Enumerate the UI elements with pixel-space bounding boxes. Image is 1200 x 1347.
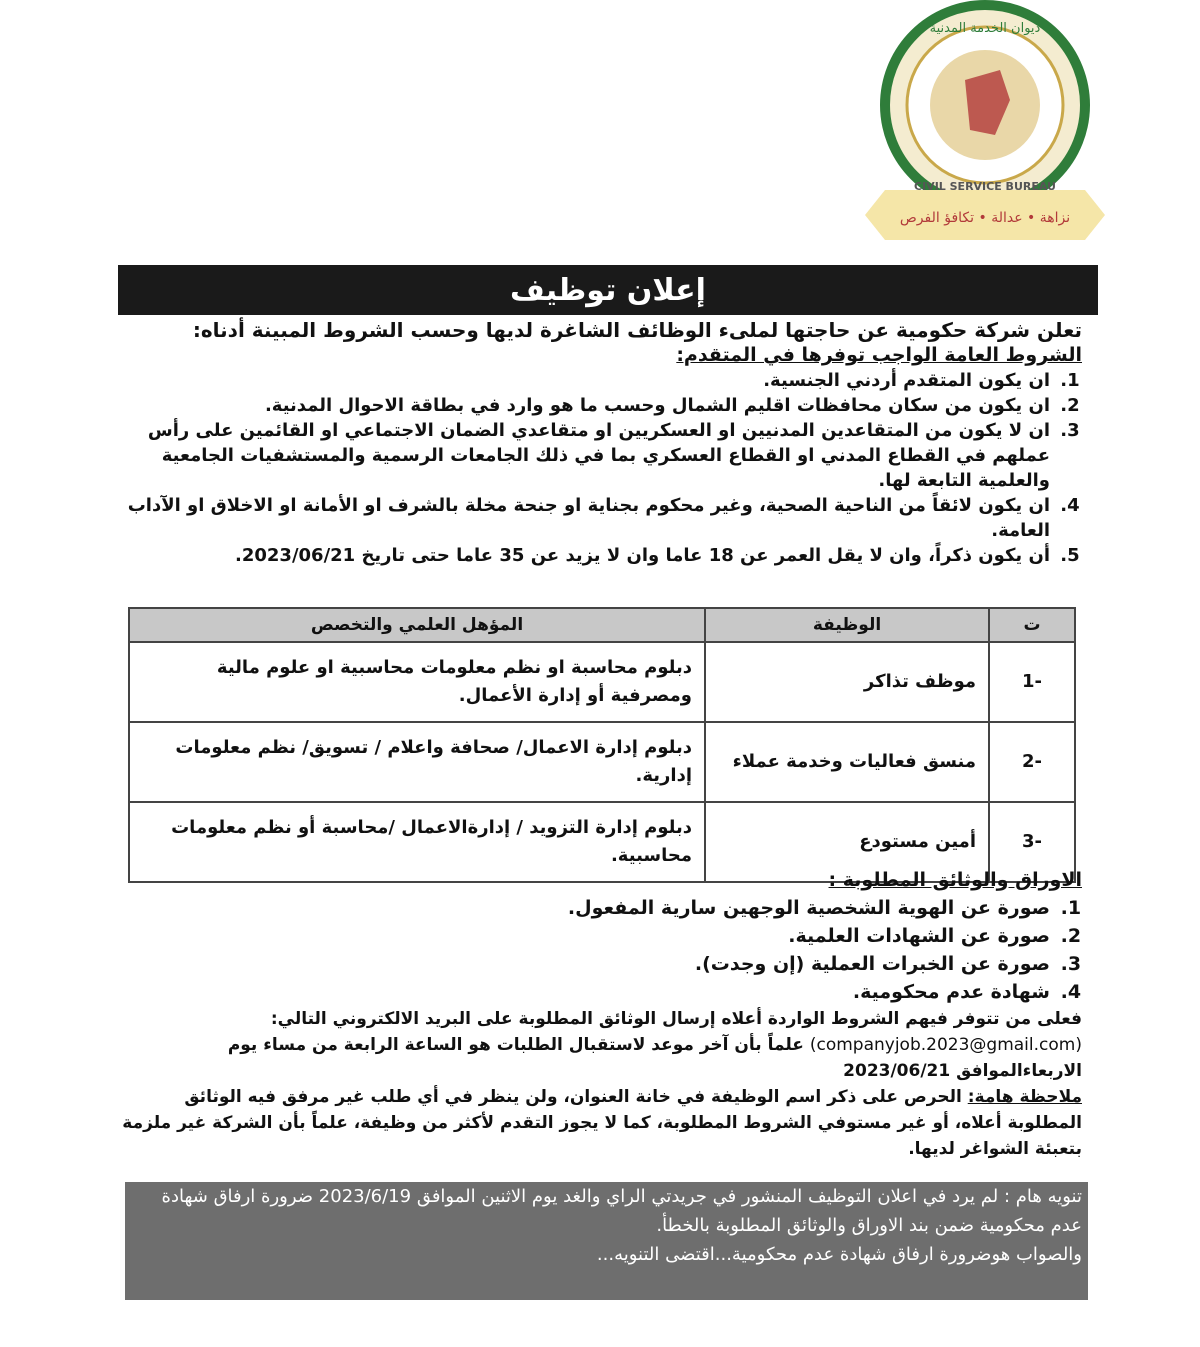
intro-text: تعلن شركة حكومية عن حاجتها لملىء الوظائف الشاغرة لديها وحسب الشروط المبينة أدناه:	[192, 318, 1082, 342]
note-label: ملاحظة هامة:	[967, 1087, 1082, 1107]
cell-job: أمين مستودع	[705, 802, 989, 882]
list-item: 3. ان لا يكون من المتقاعدين المدنيين او العسكريين او متقاعدي الضمان الاجتماعي او القائمين على رأس عملهم في القطاع المدني او القطاع العسكري بما في ذلك الجامعات الرسمية والمستشفيات الجامعية والعلمية التابعة لها.	[120, 418, 1054, 493]
cell-qualification: دبلوم محاسبة او نظم معلومات محاسبية او علوم مالية ومصرفية أو إدارة الأعمال.	[129, 642, 705, 722]
list-item: 4. شهادة عدم محكومية.	[120, 978, 1054, 1006]
page-title: إعلان توظيف	[118, 265, 1098, 315]
header-number: ت	[989, 608, 1075, 642]
cell-job: موظف تذاكر	[705, 642, 989, 722]
table-row	[129, 642, 1075, 722]
cell-job: منسق فعاليات وخدمة عملاء	[705, 722, 989, 802]
svg-text:ديوان الخدمة المدنية: ديوان الخدمة المدنية	[929, 21, 1041, 36]
documents-section	[120, 866, 1082, 1162]
conditions-section	[120, 318, 1082, 568]
cell-number: -1	[989, 642, 1075, 722]
cell-qualification: دبلوم إدارة التزويد / إدارةالاعمال /محاسبة أو نظم معلومات محاسبية.	[129, 802, 705, 882]
conditions-list	[120, 368, 1082, 568]
cell-number: -2	[989, 722, 1075, 802]
email-link[interactable]: (companyjob.2023@gmail.com)	[809, 1035, 1082, 1055]
list-item: 4. ان يكون لائقاً من الناحية الصحية، وغير محكوم بجناية او جنحة مخلة بالشرف او الأمانة او الاخلاق او الآداب العامة.	[120, 493, 1054, 543]
deadline-text: علماً بأن آخر موعد لاستقبال الطلبات هو الساعة الرابعة من مساء يوم الاربعاءالموافق 2023/06/21	[227, 1035, 1082, 1081]
documents-list	[120, 894, 1082, 1006]
svg-text:CIVIL SERVICE BUREAU: CIVIL SERVICE BUREAU	[914, 180, 1056, 193]
documents-heading: الاوراق والوثائق المطلوبة :	[828, 869, 1082, 891]
cell-number: -3	[989, 802, 1075, 882]
notice-line-2: والصواب هوضرورة ارفاق شهادة عدم محكومية...اقتضى التنويه...	[596, 1244, 1082, 1265]
notice-line-1: تنويه هام : لم يرد في اعلان التوظيف المنشور في جريدتي الراي والغد يوم الاثنين الموافق 2023/6/19 ضرورة ارفاق شهادة عدم محكومية ضمن بند الاوراق والوثائق المطلوبة بالخطأ.	[161, 1186, 1082, 1236]
list-item: 2. ان يكون من سكان محافظات اقليم الشمال وحسب ما هو وارد في بطاقة الاحوال المدنية.	[120, 393, 1054, 418]
table-row	[129, 722, 1075, 802]
apply-text: فعلى من تتوفر فيهم الشروط الواردة أعلاه إرسال الوثائق المطلوبة على البريد الالكتروني التالي:	[270, 1009, 1082, 1029]
civil-service-bureau-seal	[835, 0, 1115, 250]
jobs-table	[128, 607, 1076, 883]
note-text: الحرص على ذكر اسم الوظيفة في خانة العنوان، ولن ينظر في أي طلب غير مرفق فيه الوثائق المطلوبة أعلاه، أو غير مستوفي الشروط المطلوبة، كما لا يجوز التقدم لأكثر من وظيفة، علماً بأن الشركة غير ملزمة بتعبئة الشواغر لديها.	[122, 1087, 1082, 1159]
conditions-heading: الشروط العامة الواجب توفرها في المتقدم:	[676, 344, 1082, 366]
list-item: 1. ان يكون المتقدم أردني الجنسية.	[120, 368, 1054, 393]
cell-qualification: دبلوم إدارة الاعمال/ صحافة واعلام / تسويق/ نظم معلومات إدارية.	[129, 722, 705, 802]
list-item: 2. صورة عن الشهادات العلمية.	[120, 922, 1054, 950]
header-job: الوظيفة	[705, 608, 989, 642]
list-item: 1. صورة عن الهوية الشخصية الوجهين سارية المفعول.	[120, 894, 1054, 922]
list-item: 5. أن يكون ذكراً، وان لا يقل العمر عن 18 عاما وان لا يزيد عن 35 عاما حتى تاريخ 2023/06/21.	[120, 543, 1054, 568]
header-qualification: المؤهل العلمي والتخصص	[129, 608, 705, 642]
list-item: 3. صورة عن الخبرات العملية (إن وجدت).	[120, 950, 1054, 978]
correction-notice	[125, 1182, 1088, 1300]
svg-text:نزاهة • عدالة • تكافؤ الفرص: نزاهة • عدالة • تكافؤ الفرص	[899, 210, 1071, 226]
